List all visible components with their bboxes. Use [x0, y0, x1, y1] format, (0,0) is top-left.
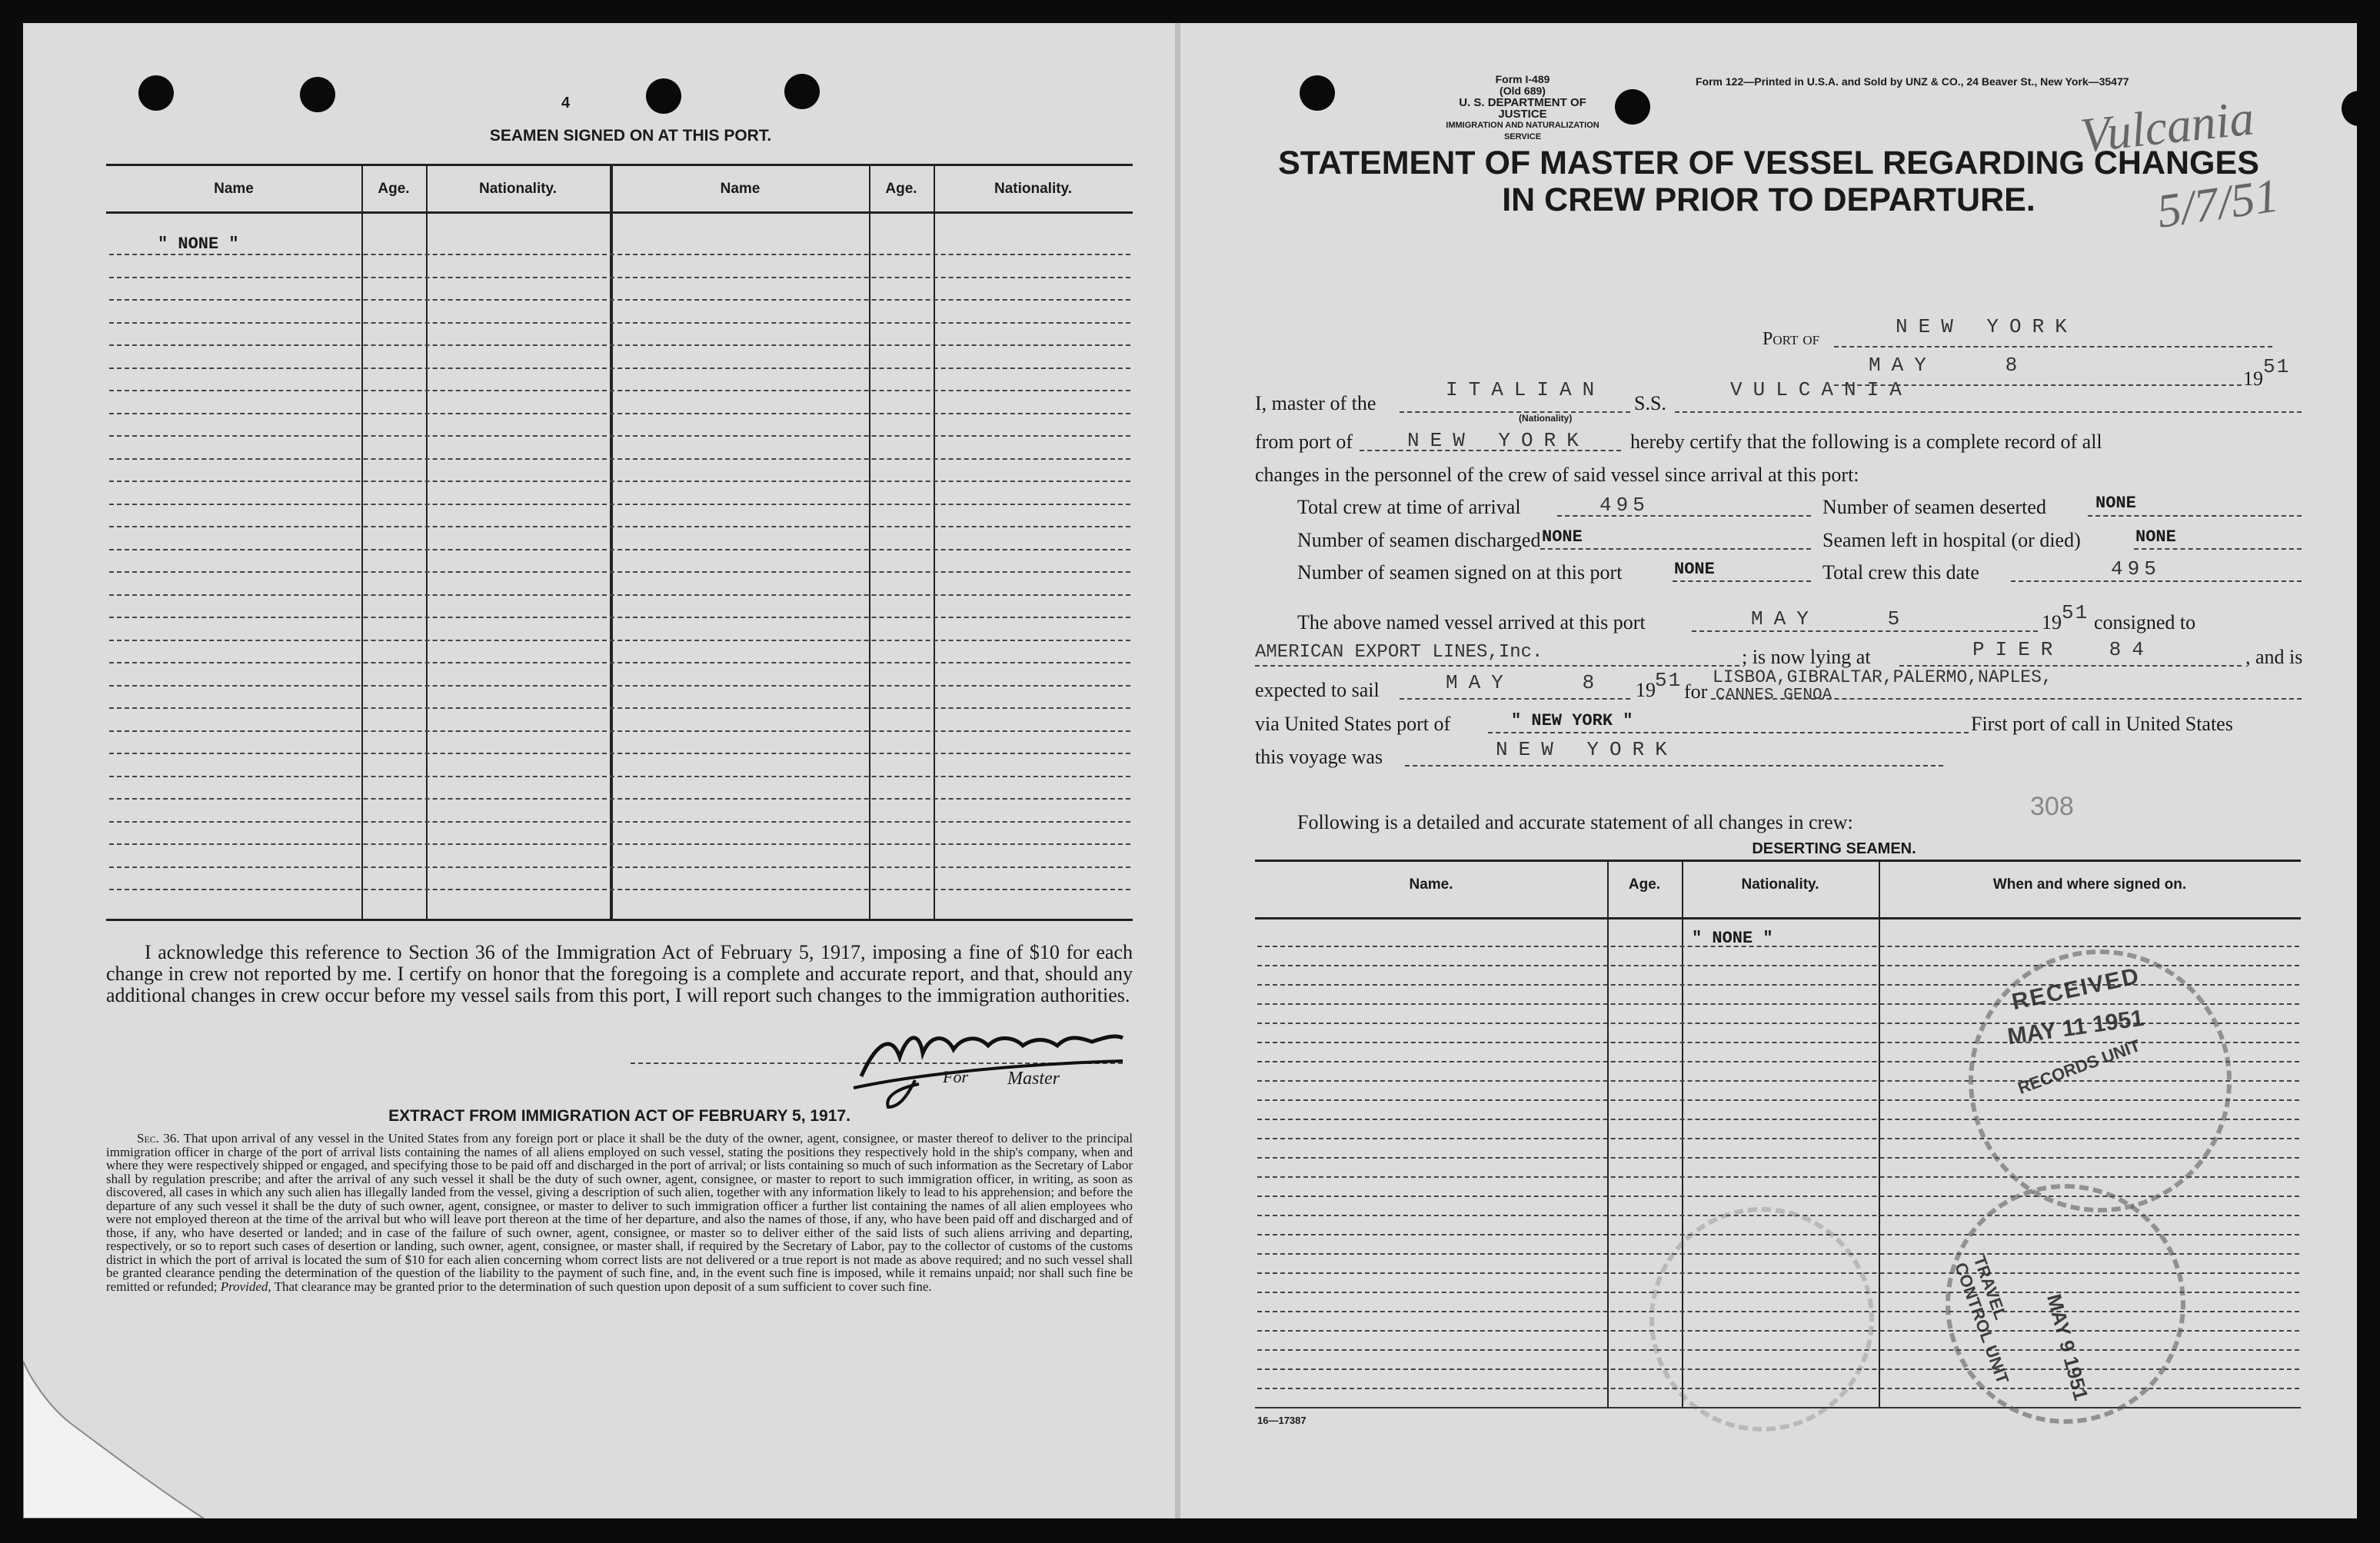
ruled-row [109, 843, 1130, 845]
port-value: NEW YORK [1896, 315, 2078, 338]
curled-corner [23, 1361, 223, 1518]
stat-value: 495 [2111, 557, 2161, 580]
ruled-row [109, 753, 1130, 754]
column-header: Nationality. [1741, 876, 1819, 893]
ruled-row [109, 889, 1130, 890]
ruled-row [109, 821, 1130, 823]
column-header: Nationality. [994, 181, 1072, 197]
ruled-row [109, 798, 1130, 800]
footer-code: 16—17387 [1257, 1415, 1307, 1426]
consignee: AMERICAN EXPORT LINES,Inc. [1255, 642, 1543, 663]
stat-value: NONE [1542, 527, 1583, 547]
ruled-row [109, 640, 1130, 641]
ruled-row [109, 617, 1130, 618]
ss-label: S.S. [1634, 392, 1666, 414]
column-header: Name [214, 181, 254, 197]
nationality-caption: (Nationality) [1519, 413, 1573, 424]
stat-value: 495 [1599, 494, 1649, 517]
ruled-row [109, 504, 1130, 505]
voyage-label: this voyage was [1255, 746, 1383, 768]
vessel-name: VULCANIA [1730, 378, 1912, 401]
column-header: When and where signed on. [1992, 876, 2187, 893]
ruled-row [109, 254, 1130, 255]
extract-text: Sec. 36. That upon arrival of any vessel in the United States from any foreign port or place it shall be the duty of the owner, agent, consignee, or master thereof to deliver to the principal immigration officer in charge of the port of arrival lists containing the names of all aliens employed on such vessel, stating the positions they respectively hold in the ship's company, when and where they were respectively shipped or engaged, and specifying those to be paid off and discharged in the port of arrival; or lists containing so much of such information as the Secretary of Labor shall by regulation prescribe; and after the arrival of any such vessel it shall be the duty of such owner, agent, consignee, or master to report to such immigration officer, in writing, as soon as discovered, all cases in which any such alien has illegally landed from the vessel, giving a description of such alien, together with any information likely to lead to his apprehension; and before the departure of any such vessel it shall be the duty of such owner, agent, consignee, or master to deliver to such immigration officer a further list containing the names of all alien employees who were not employed thereon at the time of the arrival but who will leave port thereon at the time of her departure, and also the names of those, if any, who have been paid off and discharged and of those, if any, who have deserted or landed; and in case of the failure of such owner, agent, consignee, or master so to deliver either of the said lists of such aliens arriving and departing, respectively, or so to report such cases of desertion or landing, such owner, agent, consignee, or master shall, if required by the Secretary of Labor, pay to the collector of customs of the customs district in which the port of arrival is located the sum of $10 for each alien concerning whom correct lists are not delivered or a true report is not made as above required; and no such vessel shall be granted clearance pending the determination of the question of the liability to the payment of such fine, and, in the event such fine is imposed, while it remains unpaid; nor shall such fine be remitted or refunded; Provided, That clearance may be granted prior to the determination of such question upon deposit of a sum sufficient to cover such fine. [106, 1131, 1133, 1294]
punch-hole [1615, 89, 1650, 125]
ruled-row [109, 730, 1130, 732]
received-stamp-label: RECEIVED [2009, 963, 2142, 1016]
stat-label: Number of seamen discharged [1297, 529, 1541, 551]
ruled-row [109, 277, 1130, 278]
ruled-row [109, 367, 1130, 369]
via-label: via United States port of [1255, 713, 1451, 735]
sail-year: 51 [1655, 669, 1683, 692]
date-value: MAY 8 [1869, 354, 2029, 377]
voyage-value: NEW YORK [1496, 738, 1678, 761]
handwritten-date: 5/7/51 [2153, 169, 2282, 238]
sail-date: MAY 8 [1446, 671, 1606, 694]
punch-hole [2342, 91, 2377, 126]
column-header: Age. [1628, 876, 1661, 893]
signature-for-label: For [943, 1067, 968, 1086]
consigned-label: consigned to [2094, 611, 2196, 633]
for-label: for [1684, 680, 1708, 703]
printer-line: Form 122—Printed in U.S.A. and Sold by UNZ & CO., 24 Beaver St., New York—35477 [1696, 75, 2129, 88]
stat-label: Number of seamen signed on at this port [1297, 561, 1623, 584]
form-title: STATEMENT OF MASTER OF VESSEL REGARDING CHANGES IN CREW PRIOR TO DEPARTURE. [1278, 145, 2259, 218]
lying-at-label: ; is now lying at [1742, 646, 1871, 668]
ruled-row [109, 662, 1130, 663]
ruled-row [109, 594, 1130, 596]
ruled-row [109, 344, 1130, 346]
table-entry: " NONE " [1692, 929, 1773, 948]
column-header: Nationality. [479, 181, 557, 197]
from-port-value: NEW YORK [1407, 429, 1589, 452]
right-page [1180, 23, 2357, 1518]
ruled-row [109, 435, 1130, 437]
left-page [23, 23, 1177, 1518]
ruled-row [109, 549, 1130, 550]
destinations-line-2: CANNES GENOA [1716, 687, 1832, 704]
pencil-number: 308 [2030, 792, 2074, 821]
column-header: Age. [378, 181, 410, 197]
travel-control-date: MAY 9 1951 [2042, 1292, 2093, 1403]
punch-hole [138, 75, 174, 111]
ruled-row [109, 866, 1130, 868]
master-signature [846, 1003, 1146, 1111]
ruled-row [109, 707, 1130, 709]
stat-value: NONE [1674, 560, 1715, 579]
ruled-row [109, 526, 1130, 527]
section-heading: SEAMEN SIGNED ON AT THIS PORT. [489, 127, 772, 145]
punch-hole [1300, 75, 1335, 111]
pier-value: PIER 84 [1972, 638, 2155, 661]
and-is-label: , and is [2245, 646, 2303, 668]
from-port-label: from port of [1255, 431, 1353, 453]
ruled-row [109, 685, 1130, 687]
nationality-value: ITALIAN [1446, 378, 1606, 401]
form-block: Form I-489 (Old 689) U. S. DEPARTMENT OF JUSTICE IMMIGRATION AND NATURALIZATION SERVICE [1446, 73, 1599, 141]
table-entry: " NONE " [158, 234, 239, 254]
first-port-label: First port of call in United States [1971, 713, 2233, 735]
master-of-label: I, master of the [1255, 392, 1376, 414]
via-value: " NEW YORK " [1511, 711, 1633, 730]
following-text: Following is a detailed and accurate statement of all changes in crew: [1297, 811, 1853, 833]
ruled-row [109, 481, 1130, 482]
stat-label: Total crew at time of arrival [1297, 496, 1521, 518]
punch-hole [300, 77, 335, 112]
port-label: Port of [1763, 329, 1820, 349]
certify-text: hereby certify that the following is a complete record of all [1630, 431, 2102, 453]
page-number: 4 [561, 95, 571, 111]
deserting-heading: DESERTING SEAMEN. [1752, 840, 1916, 857]
stat-label: Seamen left in hospital (or died) [1822, 529, 2081, 551]
ruled-row [109, 776, 1130, 777]
handwritten-vessel-name: Vulcania [2077, 90, 2257, 163]
destinations-line-1: LISBOA,GIBRALTAR,PALERMO,NAPLES, [1713, 667, 2052, 687]
extract-heading: EXTRACT FROM IMMIGRATION ACT OF FEBRUARY 5, 1917. [388, 1107, 850, 1125]
expected-sail-label: expected to sail [1255, 679, 1380, 701]
records-unit-label: RECORDS UNIT [2015, 1036, 2143, 1098]
received-stamp-date: MAY 11 1951 [2006, 1005, 2145, 1050]
year-suffix: 51 [2263, 355, 2291, 378]
punch-hole [784, 74, 820, 109]
ruled-row [1257, 946, 2299, 947]
ruled-row [109, 299, 1130, 301]
arrived-text: The above named vessel arrived at this port [1297, 611, 1646, 633]
ruled-row [109, 322, 1130, 324]
column-header: Name. [1409, 876, 1453, 893]
arrived-date: MAY 5 [1751, 607, 1911, 630]
acknowledgement-text: I acknowledge this reference to Section 36 of the Immigration Act of February 5, 1917, imposing a fine of $10 for each change in crew not reported by me. I certify on honor that the foregoing is a complete and accurate report, and that, should any additional changes in crew occur before my vessel sails from this port, I will report such changes to the immigration authorities. [106, 941, 1133, 1006]
arrived-year: 51 [2062, 601, 2089, 624]
year-prefix: 19 [2042, 611, 2062, 633]
punch-hole [646, 78, 681, 114]
travel-control-stamp-faint [1649, 1207, 1874, 1432]
changes-text: changes in the personnel of the crew of said vessel since arrival at this port: [1255, 464, 1859, 486]
column-header: Age. [885, 181, 917, 197]
column-header: Name [720, 181, 761, 197]
year-prefix: 19 [1636, 679, 1656, 701]
master-label: Master [1007, 1069, 1060, 1089]
ruled-row [109, 390, 1130, 391]
stat-label: Total crew this date [1822, 561, 1979, 584]
ruled-row [109, 413, 1130, 414]
ruled-row [109, 458, 1130, 460]
stat-label: Number of seamen deserted [1822, 496, 2046, 518]
year-prefix: 19 [2243, 367, 2263, 390]
stat-value: NONE [2135, 527, 2176, 547]
stat-value: NONE [2095, 494, 2136, 513]
travel-control-label: TRAVEL CONTROL UNIT [1951, 1253, 2013, 1387]
ruled-row [109, 571, 1130, 573]
